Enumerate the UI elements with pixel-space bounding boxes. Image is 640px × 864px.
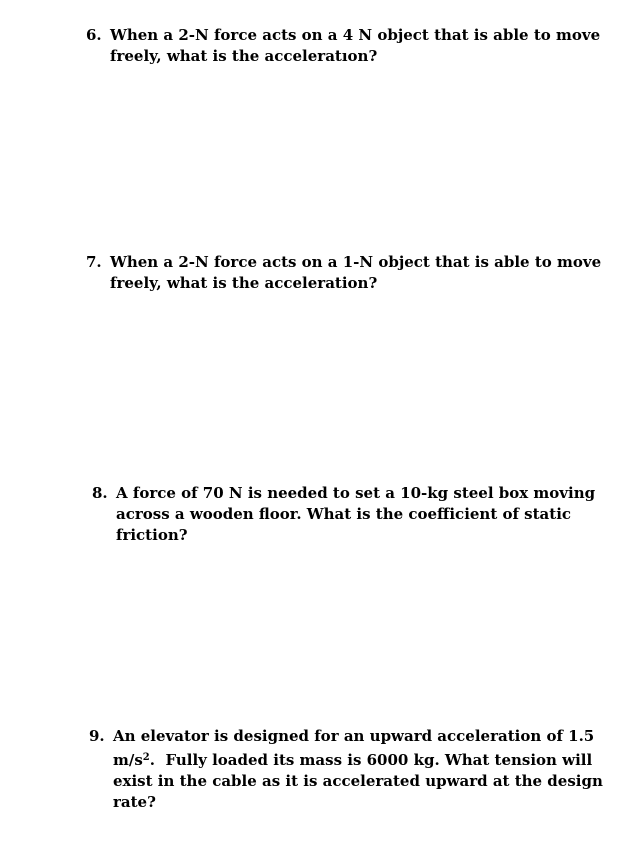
question-8: [92, 483, 595, 546]
unit-base: m/s: [113, 751, 143, 769]
question-text: [113, 726, 603, 813]
question-7: [86, 252, 601, 294]
question-line: freely, what is the acceleration?: [110, 274, 378, 292]
unit-exponent: 2: [142, 752, 150, 763]
question-line: An elevator is designed for an upward acceleration of 1.5: [113, 727, 595, 745]
question-number: 6.: [86, 26, 102, 44]
question-text: [110, 252, 601, 294]
question-line-rest: Fully loaded its mass is 6000 kg. What tension will: [165, 751, 593, 769]
question-line: friction?: [116, 526, 188, 544]
question-line: freely, what is the acceleratıon?: [110, 47, 378, 65]
question-line: When a 2-N force acts on a 4 N object that is able to move: [110, 26, 601, 44]
question-line: [113, 747, 603, 771]
question-line: across a wooden floor. What is the coefficient of static: [116, 505, 572, 523]
question-line: When a 2-N force acts on a 1-N object that is able to move: [110, 253, 602, 271]
question-text: [110, 25, 600, 67]
question-line: A force of 70 N is needed to set a 10-kg steel box moving: [116, 484, 596, 502]
question-6: [86, 25, 600, 67]
unit-suffix: .: [149, 751, 155, 769]
question-text: [116, 483, 595, 546]
question-line: rate?: [113, 793, 156, 811]
question-number: 9.: [89, 727, 105, 745]
question-number: 7.: [86, 253, 102, 271]
question-9: [89, 726, 603, 813]
question-number: 8.: [92, 484, 108, 502]
question-line: exist in the cable as it is accelerated upward at the design: [113, 772, 603, 790]
